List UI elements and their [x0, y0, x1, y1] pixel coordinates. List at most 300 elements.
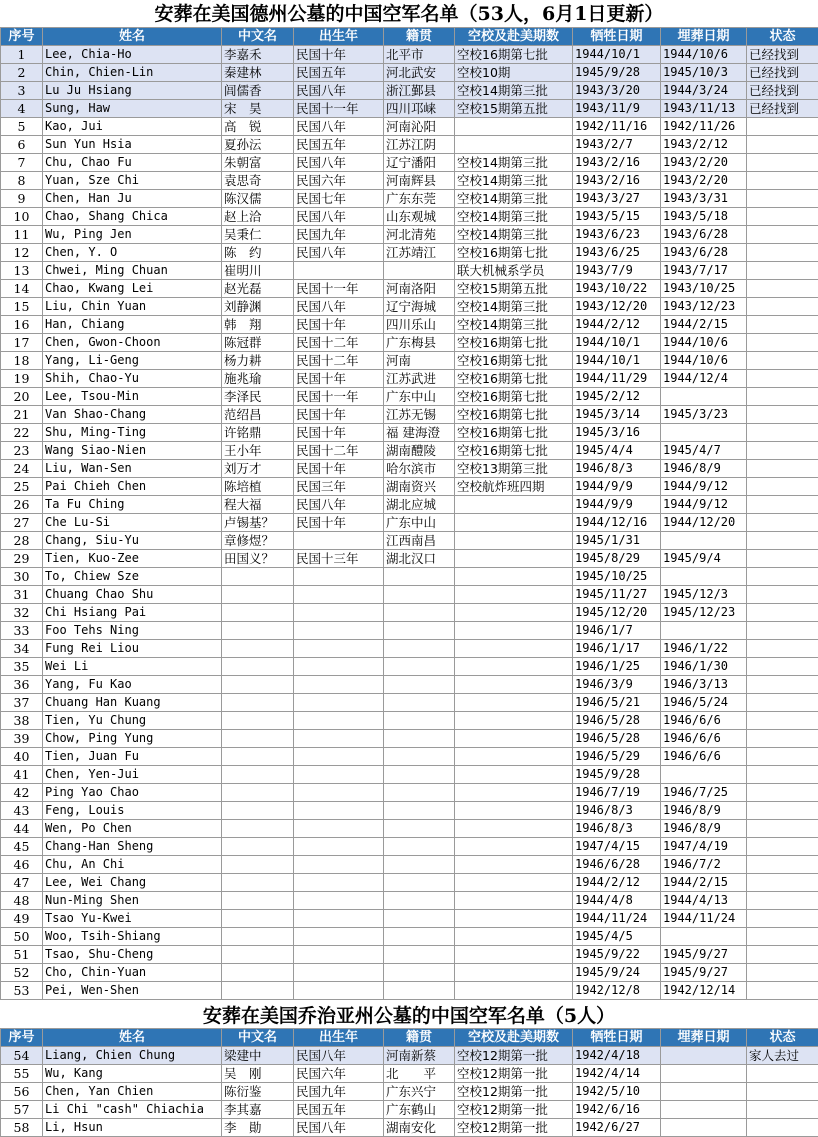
cell-burial-date: 1943/2/20	[661, 172, 747, 190]
cell-burial-date: 1944/2/15	[661, 874, 747, 892]
column-header-index: 序号	[1, 1029, 43, 1047]
cell-burial-date: 1945/9/27	[661, 964, 747, 982]
cell-burial-date: 1944/11/24	[661, 910, 747, 928]
cell-birth-year	[294, 766, 384, 784]
cell-native-place: 河南	[384, 352, 455, 370]
cell-native-place: 浙江鄞县	[384, 82, 455, 100]
cell-class: 空校12期第一批	[455, 1083, 573, 1101]
cell-birth-year	[294, 262, 384, 280]
cell-index: 2	[1, 64, 43, 82]
cell-index: 36	[1, 676, 43, 694]
cell-status	[747, 190, 818, 208]
cell-death-date: 1946/8/3	[573, 460, 661, 478]
cell-status	[747, 442, 818, 460]
cell-name-zh: 范绍昌	[222, 406, 294, 424]
cell-death-date: 1943/10/22	[573, 280, 661, 298]
cell-name-en: Tien, Kuo-Zee	[43, 550, 222, 568]
cell-status	[747, 658, 818, 676]
cell-class: 空校12期第一批	[455, 1101, 573, 1119]
table-row	[1, 226, 818, 244]
cell-name-zh: 程大福	[222, 496, 294, 514]
cell-burial-date: 1945/9/27	[661, 946, 747, 964]
table-row	[1, 982, 818, 1000]
cell-burial-date: 1943/11/13	[661, 100, 747, 118]
cell-class: 空校14期第三批	[455, 208, 573, 226]
cell-index: 4	[1, 100, 43, 118]
cell-burial-date	[661, 928, 747, 946]
cell-index: 39	[1, 730, 43, 748]
table-row	[1, 1047, 818, 1065]
cell-birth-year: 民国十二年	[294, 442, 384, 460]
cell-status	[747, 928, 818, 946]
cell-index: 40	[1, 748, 43, 766]
cell-name-en: Chen, Yen-Jui	[43, 766, 222, 784]
page-title-texas: 安葬在美国德州公墓的中国空军名单（53人，6月1日更新）	[154, 3, 664, 25]
cell-name-en: Chao, Kwang Lei	[43, 280, 222, 298]
cell-burial-date	[661, 1101, 747, 1119]
cell-native-place	[384, 838, 455, 856]
cell-index: 54	[1, 1047, 43, 1065]
cell-birth-year	[294, 730, 384, 748]
cell-name-en: Liang, Chien Chung	[43, 1047, 222, 1065]
cell-name-en: Chen, Yan Chien	[43, 1083, 222, 1101]
cell-status	[747, 694, 818, 712]
cell-status	[747, 424, 818, 442]
cell-birth-year: 民国八年	[294, 496, 384, 514]
cell-name-zh	[222, 676, 294, 694]
cell-death-date: 1942/12/8	[573, 982, 661, 1000]
cell-burial-date: 1943/7/17	[661, 262, 747, 280]
cell-name-zh: 杨力耕	[222, 352, 294, 370]
cell-status	[747, 712, 818, 730]
cell-status	[747, 226, 818, 244]
cell-burial-date: 1942/11/26	[661, 118, 747, 136]
cell-name-en: Yang, Fu Kao	[43, 676, 222, 694]
cell-native-place: 江西南昌	[384, 532, 455, 550]
table-row	[1, 82, 818, 100]
column-header-name-en: 姓名	[43, 1029, 222, 1047]
cell-class: 空校16期第七批	[455, 244, 573, 262]
cell-death-date: 1943/12/20	[573, 298, 661, 316]
cell-name-zh: 陈汉儒	[222, 190, 294, 208]
cell-index: 37	[1, 694, 43, 712]
table-row	[1, 118, 818, 136]
cell-name-en: Pai Chieh Chen	[43, 478, 222, 496]
cell-class	[455, 586, 573, 604]
cell-birth-year: 民国十二年	[294, 334, 384, 352]
cell-name-zh: 朱朝富	[222, 154, 294, 172]
cell-name-zh: 宋 昊	[222, 100, 294, 118]
cell-burial-date: 1944/9/12	[661, 496, 747, 514]
table-row	[1, 658, 818, 676]
table-row	[1, 694, 818, 712]
cell-death-date: 1942/6/16	[573, 1101, 661, 1119]
cell-native-place	[384, 946, 455, 964]
cell-death-date: 1944/12/16	[573, 514, 661, 532]
cell-index: 58	[1, 1119, 43, 1137]
cell-name-en: Chang, Siu-Yu	[43, 532, 222, 550]
cell-name-en: Nun-Ming Shen	[43, 892, 222, 910]
cell-birth-year: 民国十年	[294, 370, 384, 388]
cell-class	[455, 946, 573, 964]
cell-native-place: 广东中山	[384, 514, 455, 532]
cell-native-place	[384, 676, 455, 694]
cell-status	[747, 604, 818, 622]
cell-native-place	[384, 820, 455, 838]
cell-death-date: 1942/4/14	[573, 1065, 661, 1083]
cell-index: 45	[1, 838, 43, 856]
table-row	[1, 622, 818, 640]
cell-index: 34	[1, 640, 43, 658]
table-row	[1, 748, 818, 766]
cell-class	[455, 838, 573, 856]
cell-index: 13	[1, 262, 43, 280]
cell-name-en: Yang, Li-Geng	[43, 352, 222, 370]
cell-class	[455, 964, 573, 982]
cell-index: 3	[1, 82, 43, 100]
column-header-birth-year: 出生年	[294, 28, 384, 46]
cell-name-zh: 田国义？	[222, 550, 294, 568]
cell-status	[747, 622, 818, 640]
cell-class: 空校14期第三批	[455, 190, 573, 208]
cell-name-en: Lee, Tsou-Min	[43, 388, 222, 406]
cell-native-place	[384, 784, 455, 802]
column-header-burial-date: 埋葬日期	[661, 1029, 747, 1047]
cell-birth-year	[294, 820, 384, 838]
cell-birth-year	[294, 748, 384, 766]
column-header-death-date: 牺牲日期	[573, 1029, 661, 1047]
texas-roster-table	[0, 27, 818, 1000]
cell-name-en: Fung Rei Liou	[43, 640, 222, 658]
cell-name-en: Chu, Chao Fu	[43, 154, 222, 172]
cell-name-en: Lee, Wei Chang	[43, 874, 222, 892]
cell-name-en: Woo, Tsih-Shiang	[43, 928, 222, 946]
cell-native-place	[384, 856, 455, 874]
cell-death-date: 1942/11/16	[573, 118, 661, 136]
cell-name-zh	[222, 568, 294, 586]
cell-birth-year	[294, 676, 384, 694]
cell-burial-date: 1943/6/28	[661, 244, 747, 262]
cell-native-place	[384, 892, 455, 910]
cell-status	[747, 496, 818, 514]
cell-index: 24	[1, 460, 43, 478]
cell-index: 51	[1, 946, 43, 964]
table-row	[1, 352, 818, 370]
cell-death-date: 1943/7/9	[573, 262, 661, 280]
cell-name-zh	[222, 748, 294, 766]
cell-class: 空校15期第五批	[455, 100, 573, 118]
cell-name-en: Li, Hsun	[43, 1119, 222, 1137]
table-row	[1, 370, 818, 388]
cell-burial-date	[661, 622, 747, 640]
cell-status	[747, 532, 818, 550]
cell-status	[747, 406, 818, 424]
cell-native-place: 广东东莞	[384, 190, 455, 208]
cell-birth-year: 民国八年	[294, 154, 384, 172]
cell-death-date: 1944/9/9	[573, 478, 661, 496]
cell-birth-year: 民国十年	[294, 514, 384, 532]
table-row	[1, 190, 818, 208]
cell-burial-date	[661, 766, 747, 784]
table-row	[1, 1065, 818, 1083]
table-row	[1, 712, 818, 730]
cell-burial-date: 1945/10/3	[661, 64, 747, 82]
cell-name-en: Wu, Kang	[43, 1065, 222, 1083]
cell-native-place	[384, 910, 455, 928]
cell-name-zh: 梁建中	[222, 1047, 294, 1065]
cell-death-date: 1946/6/28	[573, 856, 661, 874]
table-row	[1, 514, 818, 532]
cell-death-date: 1943/5/15	[573, 208, 661, 226]
table-row	[1, 838, 818, 856]
cell-name-zh: 袁思奇	[222, 172, 294, 190]
cell-native-place	[384, 802, 455, 820]
cell-death-date: 1946/1/25	[573, 658, 661, 676]
cell-burial-date: 1944/10/6	[661, 334, 747, 352]
cell-name-zh: 刘静渊	[222, 298, 294, 316]
cell-birth-year: 民国十年	[294, 46, 384, 64]
cell-class: 空校16期第七批	[455, 46, 573, 64]
cell-native-place	[384, 658, 455, 676]
cell-index: 56	[1, 1083, 43, 1101]
cell-class	[455, 136, 573, 154]
cell-name-zh: 赵上洽	[222, 208, 294, 226]
cell-native-place: 哈尔滨市	[384, 460, 455, 478]
cell-index: 5	[1, 118, 43, 136]
cell-native-place: 山东观城	[384, 208, 455, 226]
cell-birth-year	[294, 964, 384, 982]
cell-death-date: 1945/8/29	[573, 550, 661, 568]
cell-name-en: Yuan, Sze Chi	[43, 172, 222, 190]
cell-birth-year	[294, 892, 384, 910]
cell-name-en: Liu, Chin Yuan	[43, 298, 222, 316]
cell-birth-year: 民国十年	[294, 424, 384, 442]
cell-name-zh	[222, 640, 294, 658]
table-row	[1, 910, 818, 928]
cell-class	[455, 784, 573, 802]
cell-burial-date: 1944/2/15	[661, 316, 747, 334]
cell-class	[455, 928, 573, 946]
cell-name-en: Shih, Chao-Yu	[43, 370, 222, 388]
table-row	[1, 406, 818, 424]
cell-native-place	[384, 262, 455, 280]
cell-status	[747, 748, 818, 766]
cell-death-date: 1945/9/28	[573, 766, 661, 784]
cell-name-zh	[222, 766, 294, 784]
cell-native-place: 北 平	[384, 1065, 455, 1083]
cell-index: 28	[1, 532, 43, 550]
cell-name-zh	[222, 856, 294, 874]
cell-status	[747, 136, 818, 154]
cell-birth-year: 民国八年	[294, 118, 384, 136]
cell-name-en: Sun Yun Hsia	[43, 136, 222, 154]
table-row	[1, 892, 818, 910]
cell-birth-year	[294, 694, 384, 712]
cell-death-date: 1946/5/29	[573, 748, 661, 766]
cell-death-date: 1946/1/7	[573, 622, 661, 640]
cell-index: 30	[1, 568, 43, 586]
column-header-birth-year: 出生年	[294, 1029, 384, 1047]
cell-death-date: 1947/4/15	[573, 838, 661, 856]
cell-name-en: To, Chiew Sze	[43, 568, 222, 586]
cell-index: 25	[1, 478, 43, 496]
cell-name-en: Tien, Juan Fu	[43, 748, 222, 766]
cell-index: 31	[1, 586, 43, 604]
cell-native-place	[384, 694, 455, 712]
cell-class	[455, 694, 573, 712]
table-row	[1, 730, 818, 748]
cell-status	[747, 1101, 818, 1119]
cell-death-date: 1945/9/22	[573, 946, 661, 964]
cell-name-en: Lee, Chia-Ho	[43, 46, 222, 64]
table-row	[1, 46, 818, 64]
cell-name-en: Sung, Haw	[43, 100, 222, 118]
cell-birth-year	[294, 586, 384, 604]
cell-birth-year: 民国七年	[294, 190, 384, 208]
table-row	[1, 856, 818, 874]
cell-death-date: 1942/6/27	[573, 1119, 661, 1137]
cell-native-place: 湖南醴陵	[384, 442, 455, 460]
cell-burial-date: 1946/8/9	[661, 802, 747, 820]
column-header-burial-date: 埋葬日期	[661, 28, 747, 46]
cell-class: 空校15期第五批	[455, 280, 573, 298]
cell-death-date: 1945/9/28	[573, 64, 661, 82]
cell-burial-date: 1946/3/13	[661, 676, 747, 694]
cell-class: 空校16期第七批	[455, 334, 573, 352]
cell-name-zh	[222, 928, 294, 946]
cell-status	[747, 280, 818, 298]
cell-index: 22	[1, 424, 43, 442]
cell-native-place: 辽宁海城	[384, 298, 455, 316]
cell-birth-year	[294, 640, 384, 658]
table-row	[1, 676, 818, 694]
cell-class	[455, 550, 573, 568]
cell-name-zh	[222, 622, 294, 640]
cell-status	[747, 964, 818, 982]
cell-index: 43	[1, 802, 43, 820]
cell-status	[747, 892, 818, 910]
cell-name-en: Chow, Ping Yung	[43, 730, 222, 748]
cell-name-zh: 陈培植	[222, 478, 294, 496]
cell-death-date: 1943/3/27	[573, 190, 661, 208]
cell-death-date: 1944/9/9	[573, 496, 661, 514]
cell-index: 46	[1, 856, 43, 874]
cell-burial-date: 1943/6/28	[661, 226, 747, 244]
cell-burial-date: 1943/5/18	[661, 208, 747, 226]
cell-burial-date: 1946/6/6	[661, 730, 747, 748]
cell-birth-year: 民国九年	[294, 1083, 384, 1101]
cell-birth-year: 民国八年	[294, 208, 384, 226]
cell-index: 1	[1, 46, 43, 64]
cell-class: 联大机械系学员	[455, 262, 573, 280]
cell-name-zh	[222, 946, 294, 964]
cell-name-zh: 闾儒香	[222, 82, 294, 100]
cell-burial-date: 1943/2/12	[661, 136, 747, 154]
cell-name-zh	[222, 910, 294, 928]
cell-index: 9	[1, 190, 43, 208]
cell-index: 11	[1, 226, 43, 244]
cell-name-en: Liu, Wan-Sen	[43, 460, 222, 478]
cell-birth-year	[294, 532, 384, 550]
cell-death-date: 1944/11/29	[573, 370, 661, 388]
cell-index: 33	[1, 622, 43, 640]
cell-status	[747, 478, 818, 496]
cell-burial-date: 1945/3/23	[661, 406, 747, 424]
cell-birth-year	[294, 658, 384, 676]
cell-birth-year: 民国五年	[294, 64, 384, 82]
cell-birth-year: 民国九年	[294, 226, 384, 244]
cell-death-date: 1946/1/17	[573, 640, 661, 658]
cell-class: 空校16期第七批	[455, 388, 573, 406]
table-row	[1, 100, 818, 118]
cell-death-date: 1944/10/1	[573, 352, 661, 370]
cell-class	[455, 712, 573, 730]
column-header-status: 状态	[747, 28, 818, 46]
cell-death-date: 1946/3/9	[573, 676, 661, 694]
table-row	[1, 640, 818, 658]
cell-burial-date	[661, 1065, 747, 1083]
cell-burial-date: 1943/2/20	[661, 154, 747, 172]
cell-status	[747, 676, 818, 694]
table-row	[1, 964, 818, 982]
cell-death-date: 1945/3/14	[573, 406, 661, 424]
cell-name-zh	[222, 586, 294, 604]
cell-death-date: 1943/11/9	[573, 100, 661, 118]
cell-death-date: 1946/8/3	[573, 802, 661, 820]
table-row	[1, 298, 818, 316]
cell-native-place: 湖南资兴	[384, 478, 455, 496]
cell-birth-year: 民国十一年	[294, 388, 384, 406]
cell-name-zh	[222, 892, 294, 910]
cell-burial-date: 1946/7/2	[661, 856, 747, 874]
cell-index: 18	[1, 352, 43, 370]
cell-native-place: 广东鹤山	[384, 1101, 455, 1119]
cell-class: 空校16期第七批	[455, 442, 573, 460]
table-row	[1, 316, 818, 334]
cell-birth-year: 民国三年	[294, 478, 384, 496]
column-header-native-place: 籍贯	[384, 1029, 455, 1047]
cell-class: 空校14期第三批	[455, 154, 573, 172]
cell-status	[747, 820, 818, 838]
cell-native-place: 湖南安化	[384, 1119, 455, 1137]
cell-index: 10	[1, 208, 43, 226]
cell-name-en: Chang-Han Sheng	[43, 838, 222, 856]
cell-death-date: 1946/5/21	[573, 694, 661, 712]
cell-class	[455, 748, 573, 766]
cell-status	[747, 982, 818, 1000]
table-row	[1, 568, 818, 586]
cell-status	[747, 586, 818, 604]
table-row	[1, 424, 818, 442]
cell-name-en: Chuang Han Kuang	[43, 694, 222, 712]
cell-burial-date: 1944/12/4	[661, 370, 747, 388]
cell-status	[747, 172, 818, 190]
cell-death-date: 1944/10/1	[573, 334, 661, 352]
cell-class: 空校16期第七批	[455, 370, 573, 388]
cell-index: 27	[1, 514, 43, 532]
cell-class	[455, 892, 573, 910]
cell-class	[455, 604, 573, 622]
cell-birth-year	[294, 910, 384, 928]
cell-status	[747, 730, 818, 748]
cell-index: 20	[1, 388, 43, 406]
cell-birth-year	[294, 568, 384, 586]
cell-burial-date	[661, 1083, 747, 1101]
column-header-native-place: 籍贯	[384, 28, 455, 46]
cell-birth-year	[294, 982, 384, 1000]
cell-burial-date: 1944/10/6	[661, 352, 747, 370]
cell-native-place: 湖北应城	[384, 496, 455, 514]
